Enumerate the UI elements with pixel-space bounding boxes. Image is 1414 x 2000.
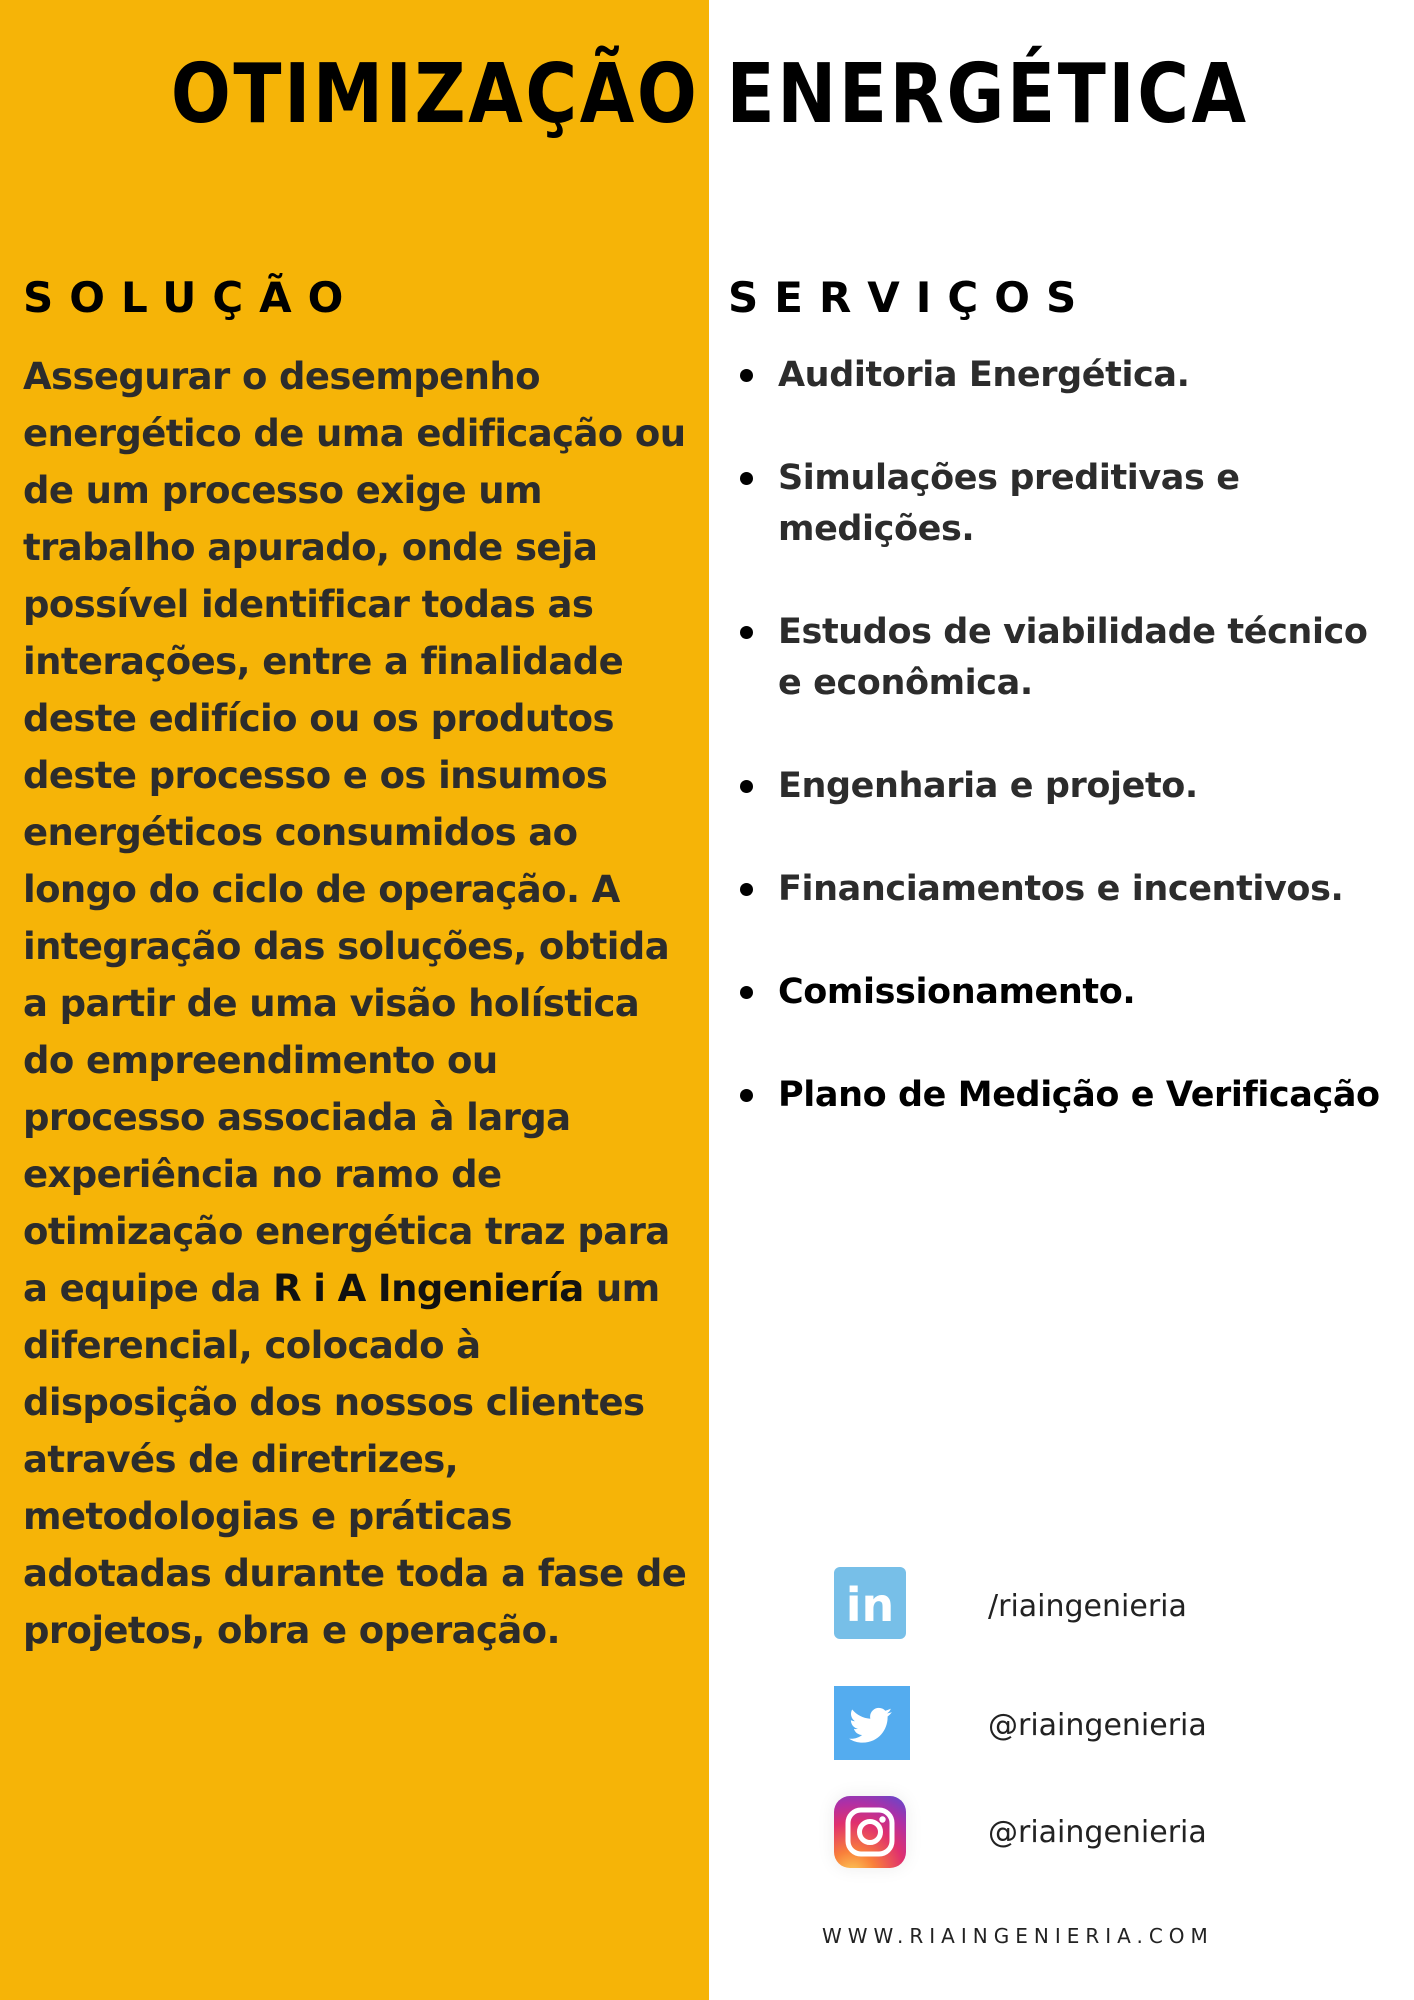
- bullet-icon: [740, 986, 753, 999]
- services-list: [738, 350, 1398, 1173]
- bullet-icon: [740, 472, 753, 485]
- linkedin-icon[interactable]: [834, 1567, 906, 1639]
- service-item: [738, 607, 1398, 709]
- instagram-handle[interactable]: @riaingenieria: [988, 1815, 1207, 1850]
- solution-heading: SOLUÇÃO: [23, 273, 360, 322]
- company-name: R i A Ingeniería: [273, 1267, 584, 1310]
- service-item: [738, 967, 1398, 1018]
- services-heading: SERVIÇOS: [728, 273, 1093, 322]
- service-label: Auditoria Energética.: [778, 355, 1190, 395]
- service-item: [738, 453, 1398, 555]
- service-label: Comissionamento.: [778, 972, 1136, 1012]
- instagram-icon[interactable]: [834, 1796, 906, 1868]
- solution-text-part-2: um diferencial, colocado à disposição dos nossos clientes através de diretrizes, metodologias e práticas adotadas durante toda a fase de projetos, obra e operação.: [23, 1267, 687, 1652]
- service-label: Engenharia e projeto.: [778, 766, 1198, 806]
- bullet-icon: [740, 626, 753, 639]
- bullet-icon: [740, 780, 753, 793]
- linkedin-handle[interactable]: /riaingenieria: [988, 1589, 1187, 1624]
- bullet-icon: [740, 883, 753, 896]
- service-label: Estudos de viabilidade técnico e econômica.: [778, 612, 1368, 703]
- linkedin-glyph: [834, 1567, 906, 1639]
- instagram-camera-glyph: [834, 1796, 906, 1868]
- service-label: Plano de Medição e Verificação: [778, 1075, 1380, 1115]
- solution-paragraph: [23, 348, 688, 1659]
- service-item: [738, 350, 1398, 401]
- service-item: [738, 1070, 1398, 1121]
- twitter-bird-glyph: [834, 1686, 910, 1760]
- service-item: [738, 864, 1398, 915]
- bullet-icon: [740, 369, 753, 382]
- bullet-icon: [740, 1089, 753, 1102]
- solution-text-part-1: Assegurar o desempenho energético de uma edificação ou de um processo exige um trabalho apurado, onde seja possível identificar todas as interações, entre a finalidade deste edifício ou os produtos deste processo e os insumos energéticos consumidos ao longo do ciclo de operação. A integração das soluções, obtida a partir de uma visão holística do empreendimento ou processo associada à larga experiência no ramo de otimização energética traz para a equipe da: [23, 355, 686, 1310]
- service-label: Financiamentos e incentivos.: [778, 869, 1344, 909]
- page-title: OTIMIZAÇÃO ENERGÉTICA: [170, 47, 1249, 142]
- twitter-icon[interactable]: [834, 1686, 910, 1760]
- service-item: [738, 761, 1398, 812]
- twitter-handle[interactable]: @riaingenieria: [988, 1708, 1207, 1743]
- svg-text:in: in: [845, 1578, 895, 1632]
- service-label: Simulações preditivas e medições.: [778, 458, 1240, 549]
- website-link[interactable]: WWW.RIAINGENIERIA.COM: [822, 1924, 1214, 1948]
